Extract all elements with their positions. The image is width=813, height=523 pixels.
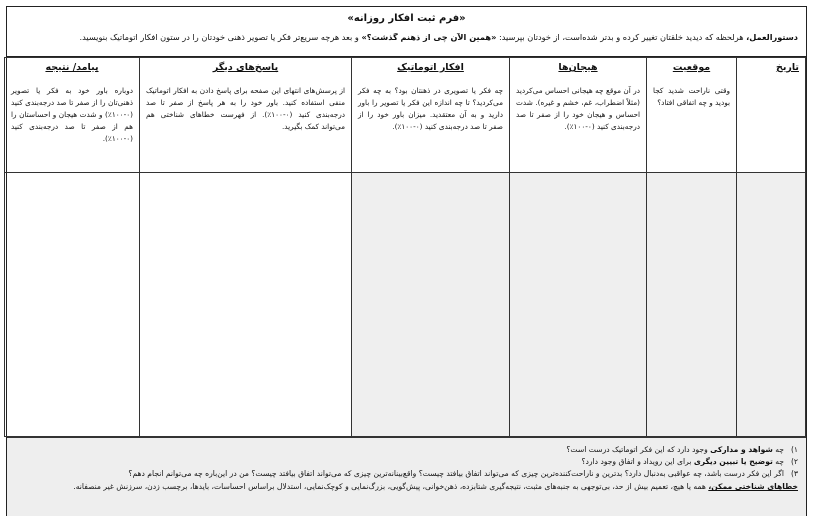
entry-cell-alternative[interactable] [140,173,352,437]
entry-cell-situation[interactable] [647,173,737,437]
thought-record-form [6,6,807,516]
column-emotions [510,58,647,173]
instructions-question: «همین الآن چی از ذهنم گذشت؟» [361,33,497,42]
question-text: چه [772,457,784,467]
question-text: چه [772,445,784,454]
cognitive-distortions [15,481,798,493]
question-number: ۲) [790,457,798,467]
column-desc-emotions: در آن موقع چه هیجانی احساس می‌کردید (مثلاً اضطراب، غم، خشم و غیره). شدت احساس و هیجان خود را از صفر تا صد درجه‌بندی کنید (۰-۱۰۰٪). [516,86,640,132]
question-item [15,456,798,468]
column-situation [647,58,737,173]
column-alternative [140,58,352,173]
question-keyword: شواهد و مدارکی [710,445,773,454]
column-title-outcome: پیامد/ نتیجه [45,62,99,73]
column-desc-situation: وقتی ناراحت شدید کجا بودید و چه اتفاقی افتاد؟ [653,86,730,108]
column-title-automatic: افکار اتوماتیک [397,62,464,73]
form-title: «فرم ثبت افکار روزانه» [347,13,466,24]
table-entry-row [5,173,806,437]
entry-cell-date[interactable] [737,173,806,437]
column-outcome [5,58,140,173]
column-title-alternative: پاسخ‌های دیگر [212,62,279,73]
column-automatic [352,58,510,173]
record-table [4,57,806,437]
column-title-situation: موقعیت [672,62,711,73]
column-title-date: تاریخ [775,62,799,73]
entry-cell-emotions[interactable] [510,173,647,437]
form-instructions [15,33,798,43]
column-desc-automatic: چه فکر یا تصویری در ذهنتان بود؟ به چه فکر می‌کردید؟ تا چه اندازه این فکر یا تصویر را باور دارید و به آن معتقدید. میزان باور خود را از صفر تا صد درجه‌بندی کنید (۰-۱۰۰٪). [358,86,503,132]
column-date [737,58,806,173]
instructions-pre: هرلحظه که دیدید خلقتان تغییر کرده و بدتر شده‌است، از خودتان بپرسید: [496,33,747,42]
entry-cell-automatic[interactable] [352,173,510,437]
form-header [7,7,806,57]
question-text: اگر این فکر درست باشد، چه عواقبی به‌دنبال دارد؟ بدترین و ناراحت‌کننده‌ترین چیزی که می‌تواند اتفاق بیافتد چیست؟ واقع‌بینانه‌ترین چیزی که می‌تواند اتفاق بیافتد چیست؟ من در این‌باره چه می‌توانم انجام دهم؟ [128,469,784,479]
table-header-row [5,58,806,173]
question-text: وجود دارد که این فکر اتوماتیک درست است؟ [566,445,711,454]
distortions-label: خطاهای شناختی ممکن، [708,482,798,492]
column-desc-alternative: از پرسش‌های انتهای این صفحه برای پاسخ دادن به افکار اتوماتیک منفی استفاده کنید. باور خود را به هر پاسخ از صفر تا صد درجه‌بندی کنید (۰-۱۰۰٪). از فهرست خطاهای شناختی هم می‌تواند کمک بگیرید. [146,86,345,132]
questions-footer [7,437,806,516]
question-keyword: توضیح یا تبیین دیگری [693,457,773,467]
instructions-post: و بعد هرچه سریع‌تر فکر یا تصویر ذهنی خودتان را در ستون افکار اتوماتیک بنویسید. [79,33,362,42]
distortions-text: همه یا هیچ، تعمیم بیش از حد، بی‌توجهی به جنبه‌های مثبت، نتیجه‌گیری شتابزده، ذهن‌خوانی، پیش‌گویی، بزرگ‌نمایی و کوچک‌نمایی، استدلال براساس احساسات، بایدها، برچسب زدن، سرزنش غیر منصفانه. [73,482,709,492]
question-item [15,468,798,480]
column-title-emotions: هیجان‌ها [558,62,598,73]
column-desc-outcome: دوباره باور خود به فکر یا تصویر ذهنی‌تان را از صفر تا صد درجه‌بندی کنید (۰-۱۰۰٪) و شدت هیجان و احساستان را هم از صفر تا صد درجه‌بندی کنید (۰-۱۰۰٪). [11,86,133,144]
question-number: ۳) [790,469,798,479]
instructions-label: دستورالعمل، [746,33,798,42]
entry-cell-outcome[interactable] [5,173,140,437]
question-number: ۱) [790,445,798,454]
question-item [15,444,798,456]
question-text: برای این رویداد و اتفاق وجود دارد؟ [581,457,694,467]
